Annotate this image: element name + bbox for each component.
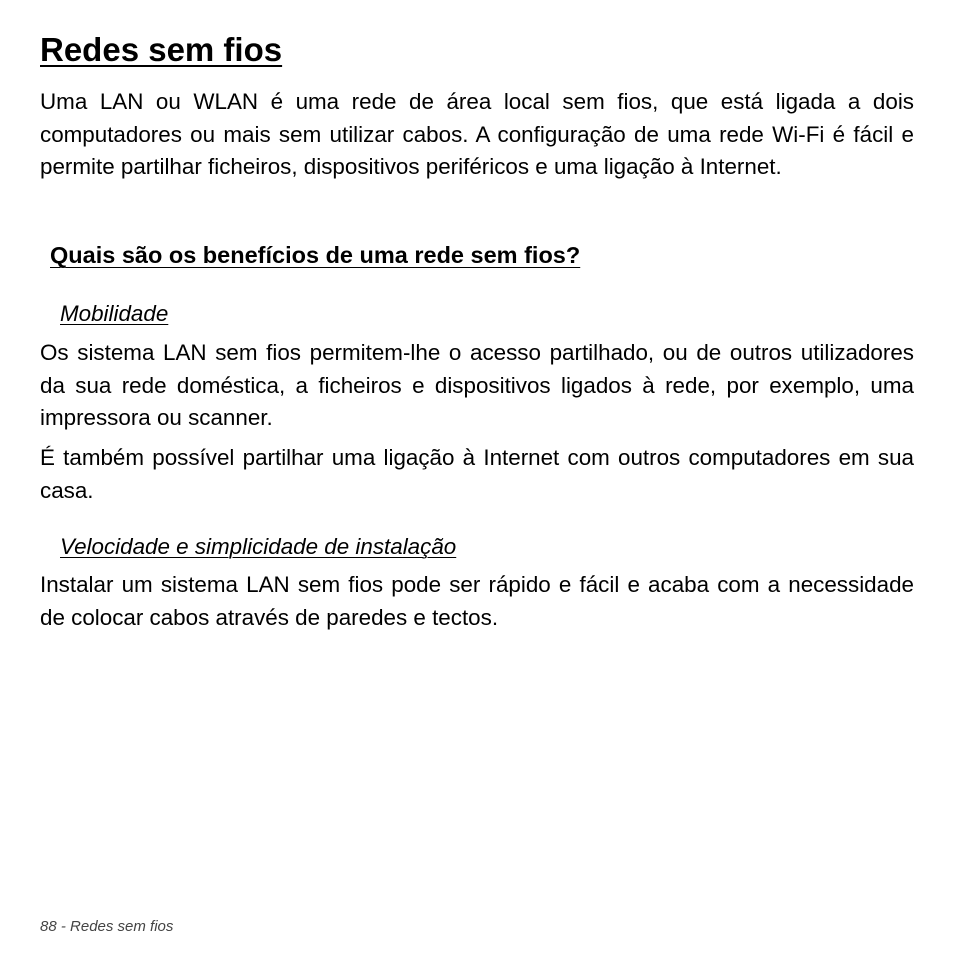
velocidade-paragraph: Instalar um sistema LAN sem fios pode ser rápido e fácil e acaba com a necessidade de colocar cabos através de paredes e tectos. xyxy=(40,572,914,630)
mobilidade-paragraph-1: Os sistema LAN sem fios permitem-lhe o acesso partilhado, ou de outros utilizadores da sua rede doméstica, a ficheiros e dispositivos ligados à rede, por exemplo, uma impressora ou scanner. xyxy=(40,340,914,430)
page-footer: 88 - Redes sem fios xyxy=(40,918,174,935)
mobilidade-paragraph-2: É também possível partilhar uma ligação à Internet com outros computadores em sua casa. xyxy=(40,445,914,503)
intro-paragraph: Uma LAN ou WLAN é uma rede de área local sem fios, que está ligada a dois computadores ou mais sem utilizar cabos. A configuração de uma rede Wi-Fi é fácil e permite partilhar ficheiros, dispositivos periféricos e uma ligação à Internet. xyxy=(40,89,914,179)
subsection-heading-mobilidade: Mobilidade xyxy=(60,301,169,326)
page-title: Redes sem fios xyxy=(40,31,283,68)
subsection-heading-velocidade: Velocidade e simplicidade de instalação xyxy=(60,534,457,559)
section-heading: Quais são os benefícios de uma rede sem fios? xyxy=(50,242,581,268)
